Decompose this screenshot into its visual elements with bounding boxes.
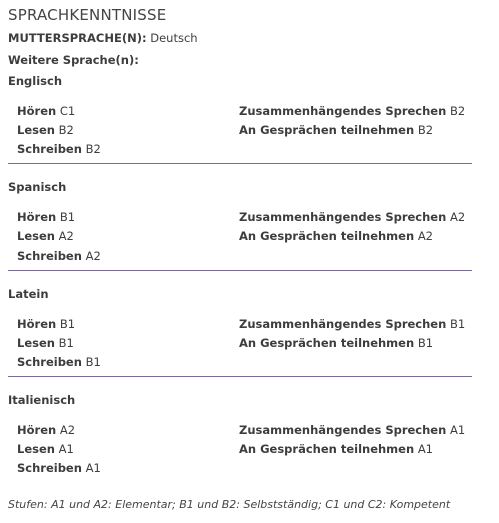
skill-label: Schreiben xyxy=(17,355,82,369)
language-name: Spanisch xyxy=(8,180,67,194)
skill-writing xyxy=(17,142,101,156)
other-languages-row xyxy=(8,53,139,67)
skill-label: Zusammenhängendes Sprechen xyxy=(239,423,447,437)
skill-spoken-interaction xyxy=(239,442,433,456)
skill-label: Lesen xyxy=(17,229,55,243)
skill-level: A2 xyxy=(85,249,101,263)
mother-tongue-label: MUTTERSPRACHE(N): xyxy=(8,31,147,45)
skill-listening xyxy=(17,104,75,118)
skill-level: B2 xyxy=(58,123,74,137)
skill-spoken-production xyxy=(239,210,465,224)
skill-level: B1 xyxy=(85,355,101,369)
skill-level: B1 xyxy=(59,317,76,331)
skill-level: A1 xyxy=(449,423,466,437)
skill-label: Zusammenhängendes Sprechen xyxy=(239,104,447,118)
skill-spoken-production xyxy=(239,423,465,437)
skill-label: An Gesprächen teilnehmen xyxy=(239,229,415,243)
skill-level: B1 xyxy=(417,336,434,350)
level-legend-footnote: Stufen: A1 und A2: Elementar; B1 und B2: Selbstständig; C1 und C2: Kompetent xyxy=(8,498,451,511)
skill-level: B1 xyxy=(449,317,466,331)
skill-level: B1 xyxy=(58,336,74,350)
skill-label: Lesen xyxy=(17,442,55,456)
skill-level: C1 xyxy=(59,104,76,118)
other-languages-label: Weitere Sprache(n): xyxy=(8,53,139,67)
skill-writing xyxy=(17,461,101,475)
skill-reading xyxy=(17,336,74,350)
skill-spoken-production xyxy=(239,104,465,118)
skill-writing xyxy=(17,355,101,369)
language-name: Latein xyxy=(8,287,49,301)
section-title: SPRACHKENNTNISSE xyxy=(8,6,167,24)
language-name: Italienisch xyxy=(8,393,76,407)
mother-tongue-value: Deutsch xyxy=(150,31,198,45)
skill-level: B2 xyxy=(85,142,101,156)
skill-level: A2 xyxy=(449,210,466,224)
skill-reading xyxy=(17,123,74,137)
divider xyxy=(8,376,472,377)
skill-label: Schreiben xyxy=(17,142,82,156)
skill-label: Hören xyxy=(17,317,57,331)
skill-level: A2 xyxy=(417,229,433,243)
skill-level: A1 xyxy=(417,442,433,456)
skill-label: An Gesprächen teilnehmen xyxy=(239,442,415,456)
skill-level: B2 xyxy=(449,104,466,118)
skill-label: An Gesprächen teilnehmen xyxy=(239,336,415,350)
skill-label: Hören xyxy=(17,423,57,437)
skill-listening xyxy=(17,423,75,437)
skill-listening xyxy=(17,210,75,224)
skill-label: Schreiben xyxy=(17,249,82,263)
skill-level: A1 xyxy=(85,461,101,475)
skill-spoken-interaction xyxy=(239,336,433,350)
skill-reading xyxy=(17,229,74,243)
mother-tongue-row xyxy=(8,31,198,45)
skill-label: Hören xyxy=(17,104,57,118)
divider xyxy=(8,163,472,164)
skill-listening xyxy=(17,317,75,331)
skill-label: Zusammenhängendes Sprechen xyxy=(239,317,447,331)
skill-level: A2 xyxy=(58,229,74,243)
skill-reading xyxy=(17,442,74,456)
skill-label: Lesen xyxy=(17,336,55,350)
skill-spoken-interaction xyxy=(239,229,433,243)
skill-spoken-interaction xyxy=(239,123,433,137)
skill-label: Lesen xyxy=(17,123,55,137)
skill-spoken-production xyxy=(239,317,465,331)
skill-level: A2 xyxy=(59,423,76,437)
divider xyxy=(8,270,472,271)
skill-writing xyxy=(17,249,101,263)
skill-level: B2 xyxy=(417,123,434,137)
skill-label: An Gesprächen teilnehmen xyxy=(239,123,415,137)
skill-label: Schreiben xyxy=(17,461,82,475)
skill-label: Zusammenhängendes Sprechen xyxy=(239,210,447,224)
skill-label: Hören xyxy=(17,210,57,224)
skill-level: A1 xyxy=(58,442,74,456)
language-name: Englisch xyxy=(8,74,63,88)
skill-level: B1 xyxy=(59,210,76,224)
